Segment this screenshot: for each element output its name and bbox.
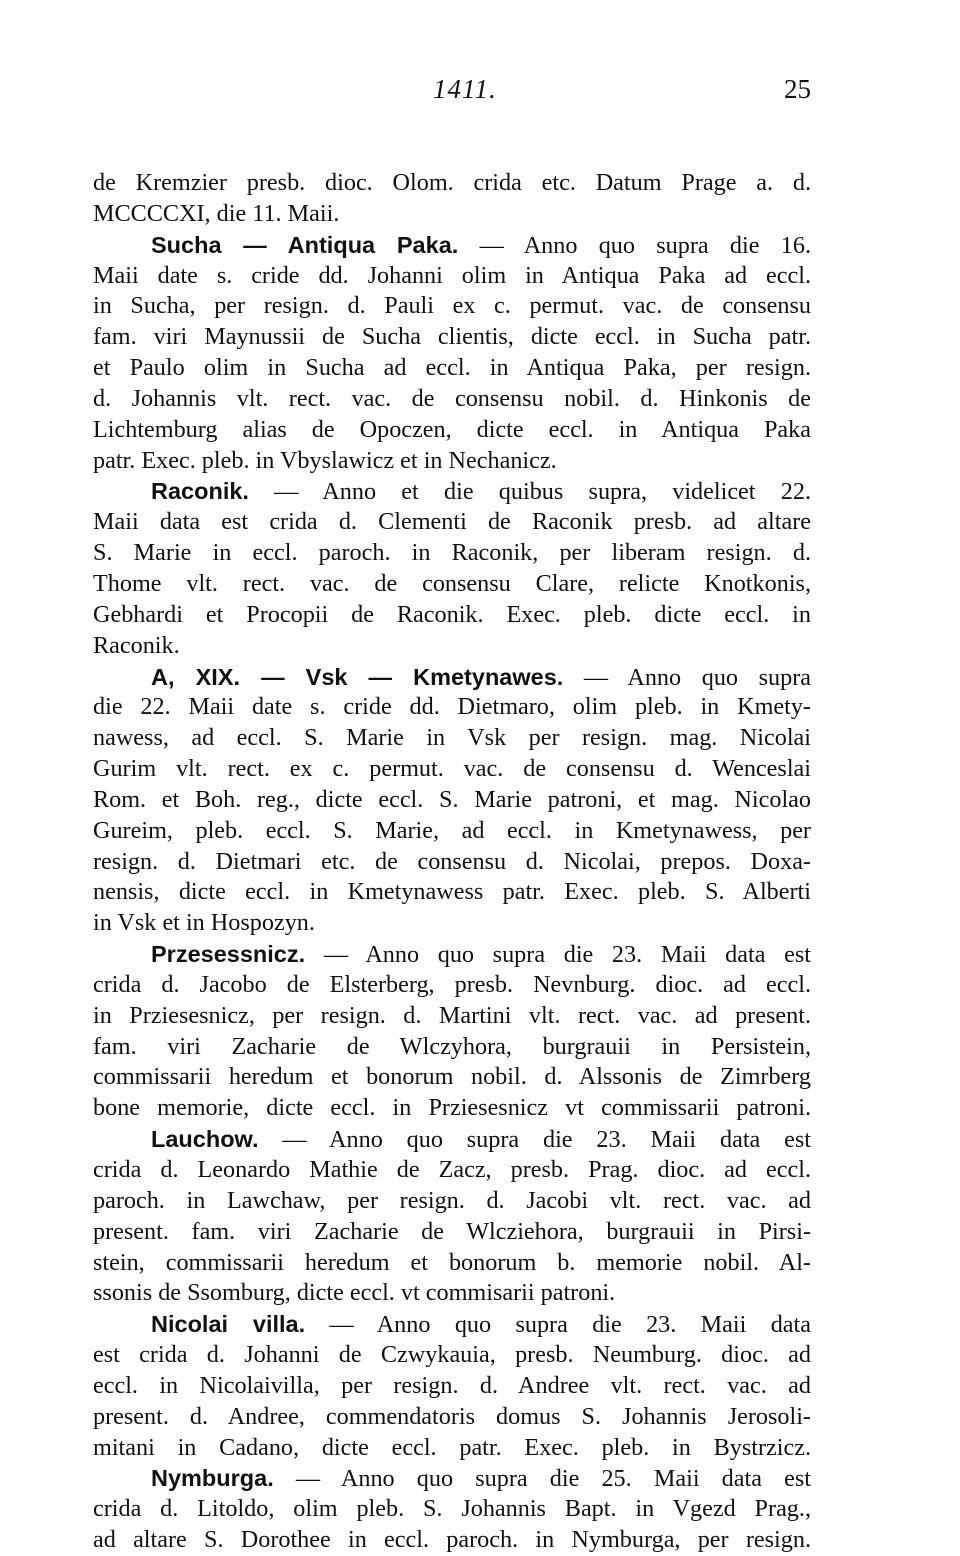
text-line (93, 692, 811, 723)
line-text: crida d. Jacobo de Elsterberg, presb. Nevnburg. dioc. ad eccl. (93, 970, 811, 998)
text-line (93, 446, 811, 477)
line-text: — Anno quo supra die 16. (458, 231, 811, 259)
text-line (93, 199, 811, 230)
line-text: Maii data est crida d. Clementi de Raconik presb. ad altare (93, 508, 811, 536)
line-text: — Anno quo supra die 23. Maii data est (258, 1126, 811, 1154)
text-line (93, 1402, 811, 1433)
line-text: d. Johannis vlt. rect. vac. de consensu nobil. d. Hinkonis de (93, 384, 811, 412)
text-line (93, 1032, 811, 1063)
text-line (93, 538, 811, 569)
text-line (93, 847, 811, 878)
text-line (93, 476, 811, 507)
line-text: in Sucha, per resign. d. Pauli ex c. permut. vac. de consensu (93, 292, 811, 320)
line-text: Raconik. (93, 631, 180, 659)
line-text: paroch. in Lawchaw, per resign. d. Jacobi vlt. rect. vac. ad (93, 1186, 811, 1214)
line-text: — Anno quo supra die 23. Maii data (305, 1311, 811, 1339)
text-line (93, 1433, 811, 1464)
running-head (93, 74, 811, 118)
line-text: de Kremzier presb. dioc. Olom. crida etc. Datum Prage a. d. (93, 169, 811, 196)
text-line (93, 785, 811, 816)
line-text: die 22. Maii date s. cride dd. Dietmaro, olim pleb. in Kmety- (93, 693, 811, 721)
text-line (93, 322, 811, 353)
line-text: Lichtemburg alias de Opoczen, dicte eccl. in Antiqua Paka (93, 415, 811, 443)
text-line (93, 1463, 811, 1494)
line-text: eccl. in Nicolaivilla, per resign. d. Andree vlt. rect. vac. ad (93, 1371, 811, 1399)
text-line (93, 631, 811, 662)
text-line (93, 600, 811, 631)
text-line (93, 230, 811, 261)
page-number: 25 (784, 74, 811, 104)
line-text: stein, commissarii heredum et bonorum b. memorie nobil. Al- (93, 1248, 811, 1276)
line-text: ad altare S. Dorothee in eccl. paroch. in Nymburga, per resign. (93, 1526, 811, 1554)
entry-heading: Sucha — Antiqua Paka. (151, 231, 459, 258)
text-line (93, 168, 811, 199)
line-text: present. d. Andree, commendatoris domus S. Johannis Jerosoli- (93, 1402, 811, 1430)
line-text: Maii date s. cride dd. Johanni olim in Antiqua Paka ad eccl. (93, 261, 811, 289)
text-line (93, 754, 811, 785)
entry-heading: Nymburga. (151, 1465, 274, 1492)
text-line (93, 662, 811, 693)
line-text: patr. Exec. pleb. in Vbyslawicz et in Nechanicz. (93, 446, 557, 474)
entry-heading: Raconik. (151, 478, 249, 505)
text-line (93, 353, 811, 384)
line-text: — Anno quo supra die 23. Maii data est (305, 941, 811, 969)
line-text: nawess, ad eccl. S. Marie in Vsk per resign. mag. Nicolai (93, 724, 811, 752)
line-text: crida d. Leonardo Mathie de Zacz, presb. Prag. dioc. ad eccl. (93, 1156, 811, 1183)
line-text: Gureim, pleb. eccl. S. Marie, ad eccl. in Kmetynawess, per (93, 816, 811, 844)
running-title: 1411. (433, 74, 497, 104)
text-line (93, 291, 811, 322)
line-text: in Prziesesnicz, per resign. d. Martini vlt. rect. vac. ad present. (93, 1001, 811, 1029)
text-line (93, 1217, 811, 1248)
line-text: fam. viri Zacharie de Wlczyhora, burgrauii in Persistein, (93, 1032, 811, 1060)
line-text: et Paulo olim in Sucha ad eccl. in Antiqua Paka, per resign. (93, 354, 811, 382)
line-text: — Anno quo supra (563, 663, 811, 691)
line-text: present. fam. viri Zacharie de Wlcziehora, burgrauii in Pirsi- (93, 1217, 811, 1245)
text-line (93, 970, 811, 1001)
text-line (93, 1001, 811, 1032)
line-text: Thome vlt. rect. vac. de consensu Clare, relicte Knotkonis, (93, 569, 811, 597)
text-line (93, 415, 811, 446)
line-text: MCCCCXI, die 11. Maii. (93, 199, 340, 227)
text-line (93, 384, 811, 415)
entry-heading: Lauchow. (151, 1126, 259, 1153)
text-line (93, 908, 811, 939)
text-line (93, 261, 811, 292)
line-text: commissarii heredum et bonorum nobil. d. Alssonis de Zimrberg (93, 1063, 811, 1091)
text-line (93, 723, 811, 754)
text-line (93, 1124, 811, 1155)
text-line (93, 1309, 811, 1340)
book-page (93, 74, 811, 1556)
text-line (93, 1278, 811, 1309)
line-text: in Vsk et in Hospozyn. (93, 909, 315, 937)
text-line (93, 1248, 811, 1279)
text-line (93, 1371, 811, 1402)
text-line (93, 939, 811, 970)
text-line (93, 1062, 811, 1093)
text-line (93, 1494, 811, 1525)
text-line (93, 569, 811, 600)
entry-heading: Przesessnicz. (151, 941, 306, 968)
text-line (93, 1340, 811, 1371)
text-line (93, 877, 811, 908)
text-line (93, 1525, 811, 1556)
line-text: est crida d. Johanni de Czwykauia, presb. Neumburg. dioc. ad (93, 1341, 811, 1369)
entry-heading: Nicolai villa. (151, 1311, 306, 1338)
line-text: — Anno et die quibus supra, videlicet 22. (248, 478, 811, 506)
line-text: — Anno quo supra die 25. Maii data est (273, 1465, 811, 1493)
text-line (93, 816, 811, 847)
line-text: crida d. Litoldo, olim pleb. S. Johannis Bapt. in Vgezd Prag., (93, 1495, 811, 1523)
line-text: nensis, dicte eccl. in Kmetynawess patr. Exec. pleb. S. Alberti (93, 878, 811, 906)
text-line (93, 1093, 811, 1124)
text-line (93, 1186, 811, 1217)
line-text: Gebhardi et Procopii de Raconik. Exec. pleb. dicte eccl. in (93, 600, 811, 628)
line-text: S. Marie in eccl. paroch. in Raconik, per liberam resign. d. (93, 539, 811, 567)
line-text: Rom. et Boh. reg., dicte eccl. S. Marie patroni, et mag. Nicolao (93, 785, 811, 813)
text-line (93, 507, 811, 538)
line-text: Gurim vlt. rect. ex c. permut. vac. de consensu d. Wenceslai (93, 755, 811, 783)
line-text: ssonis de Ssomburg, dicte eccl. vt commisarii patroni. (93, 1279, 616, 1307)
line-text: mitani in Cadano, dicte eccl. patr. Exec. pleb. in Bystrzicz. (93, 1433, 811, 1461)
text-line (93, 1155, 811, 1186)
line-text: resign. d. Dietmari etc. de consensu d. Nicolai, prepos. Doxa- (93, 847, 811, 875)
body-text (93, 168, 811, 1556)
entry-heading: A, XIX. — Vsk — Kmetynawes. (151, 663, 564, 690)
line-text: fam. viri Maynussii de Sucha clientis, dicte eccl. in Sucha patr. (93, 323, 811, 351)
line-text: bone memorie, dicte eccl. in Prziesesnicz vt commissarii patroni. (93, 1094, 811, 1122)
